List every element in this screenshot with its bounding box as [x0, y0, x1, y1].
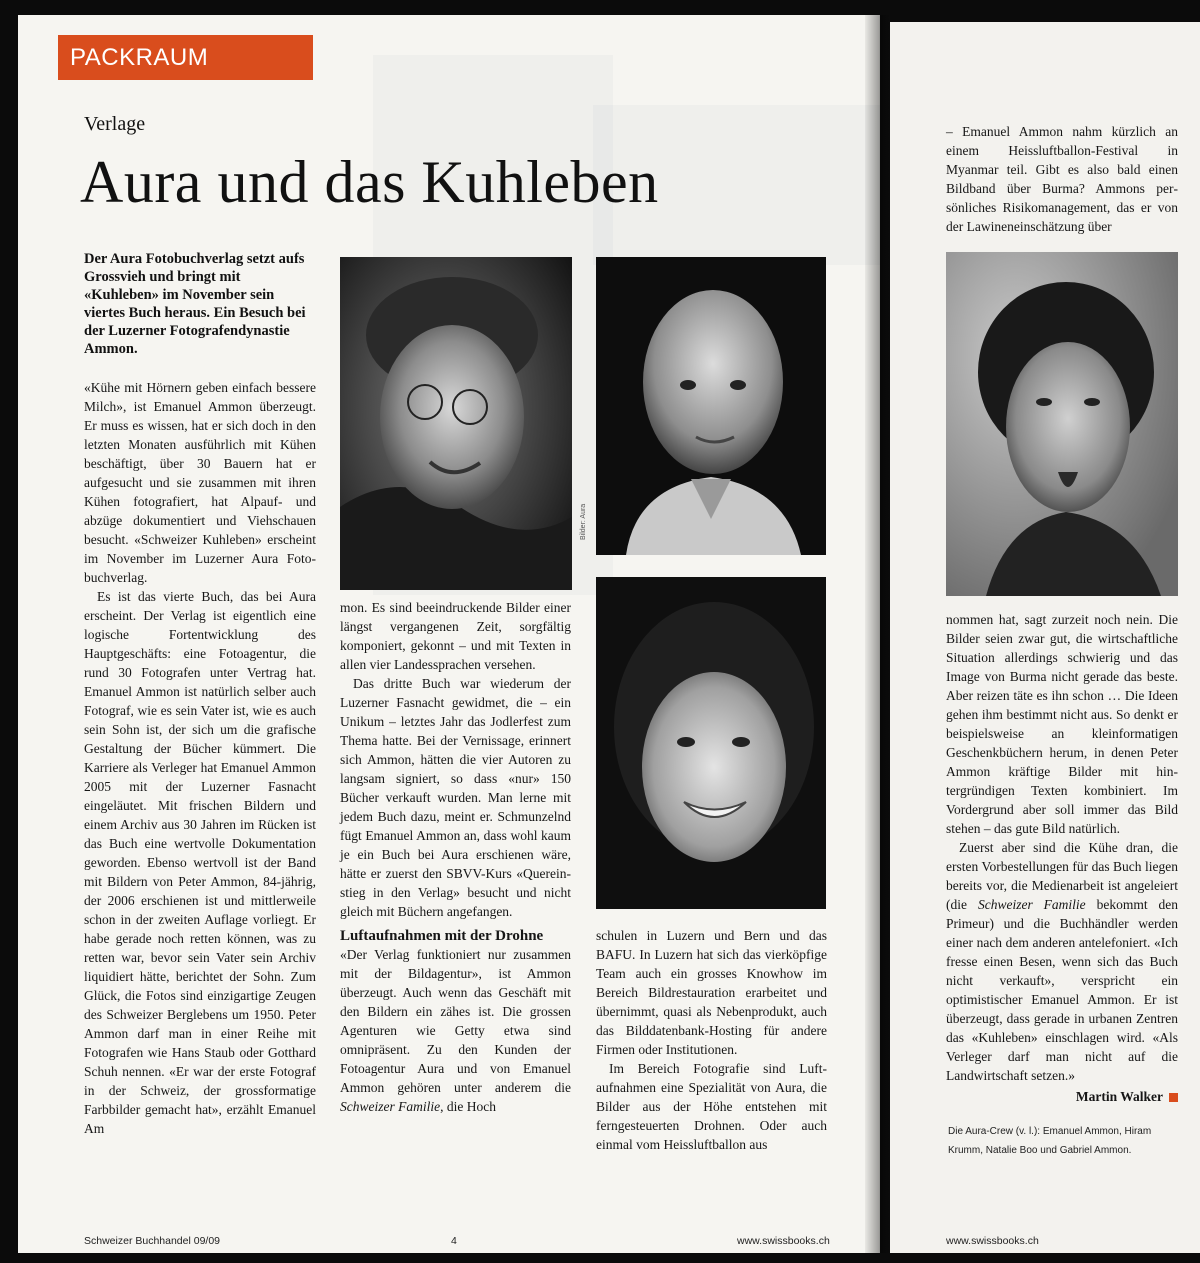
text-run: bekommt den Primeur) und die Buchhändler werden einer nach dem anderen antelefoniert. «Ich fresse einen Besen, wenn sich das Buch nicht verkauft», verspricht ein optimistischer Emanuel Ammon. Er ist überzeugt, dass gerade in urbanen Zentren das «Kuhleben» einschlagen wird. «Als Verleger darf man nicht auf die Landwirtschaft setzen.» [946, 897, 1179, 1083]
paragraph: schulen in Luzern und Bern und das BAFU. In Luzern hat sich das vierköpfige Team auch ein grosses Knowhow im Bereich Bildrestauration erarbeitet und übernimmt, quasi als Nebenprodukt, auch das Bilddatenbank-Hosting für andere Firmen oder Institutionen. [596, 928, 827, 1057]
text-run: , die Hoch [440, 1099, 496, 1114]
paragraph: Das dritte Buch war wiederum der Luzerner Fasnacht gewidmet, die – ein Unikum – letztes Jahr das Jodlerfest zum Thema hatte. Bei der Vernissage, erinnert sich Ammon, hätten die vier Autoren zu langsam signiert, so dass «nur» 150 Bücher verkauft wurden. Man lerne mit jedem Buch dazu, meint er. Schmunzelnd fügt Emanuel Ammon an, dass wohl kaum je ein Buch bei Aura erschienen wäre, hätte er zuerst den SBVV-Kurs «Quereinstieg in den Verlag» besucht und nicht gleich mit Büchern angefangen. [340, 676, 571, 919]
text-run: «Der Verlag funktioniert nur zusammen mit der Bildagentur», ist Ammon überzeugt. Auch wenn das Geschäft mit den Bildern ein zähes ist. Die grossen Agenturen wie Getty etwa sind omnipräsent. Zu den Kunden der Fotoagentur Aura und von Emanuel Ammon gehören unter anderem die [340, 947, 571, 1095]
paragraph [946, 838, 1178, 1085]
column-4 [946, 610, 1178, 1106]
kicker: Verlage [84, 113, 146, 135]
paragraph: nommen hat, sagt zurzeit noch nein. Die Bilder seien zwar gut, die wirtschaftliche Situation allerdings schwierig und das Image von Burma nicht gerade das beste. Aber reizen täte es ihn schon … Die Ideen gehen ihm bestimmt nicht aus. So denkt er beispielsweise an kleinformatigen Geschenkbüchern herum, in denen Peter Ammon kräftige Bilder mit hintergründigen Texten kombiniert. Im Vordergrund aber soll immer das Bild stehen – das gute Bild natürlich. [946, 612, 1178, 836]
headline: Aura und das Kuhleben [80, 149, 659, 215]
section-tag: PACKRAUM [58, 35, 313, 80]
page-gutter [865, 15, 890, 1253]
author-line [946, 1087, 1178, 1106]
footer-publication: Schweizer Buchhandel 09/09 [84, 1235, 221, 1247]
end-mark-square-icon [1169, 1093, 1178, 1102]
italic-text: Schweizer Familie [977, 897, 1086, 912]
photo-gabriel-ammon [946, 252, 1178, 596]
photo-natalie-boo [596, 577, 826, 909]
photo-credit: Bilder: Aura [580, 503, 587, 540]
paragraph: Im Bereich Fotografie sind Luftaufnahmen eine Spezialität von Aura, die Bilder aus der Höhe entstehen mit ferngesteuerten Drohnen. Oder auch einmal vom Heissluftballon aus [596, 1061, 827, 1152]
paragraph: – Emanuel Ammon nahm kürzlich an einem Heissluftballon-Festival in Myanmar teil. Gibt es also bald einen Bildband über Burma? Ammons persönliches Risikomanagement, das er von der Lawineneinschätzung über [946, 124, 1178, 234]
paragraph: mon. Es sind beeindruckende Bilder einer längst vergangenen Zeit, sorgfältig komponiert, gekonnt – und mit Texten in allen vier Landessprachen versehen. [340, 600, 571, 672]
column-1 [84, 378, 316, 1138]
column-2 [340, 598, 571, 1116]
lead-paragraph: Der Aura Fotobuchverlag setzt aufs Grossvieh und bringt mit «Kuhleben» im November sein viertes Buch heraus. Ein Besuch bei der Luzerner Fotografendynastie Ammon. [84, 251, 306, 357]
column-3 [596, 926, 827, 1154]
photo-caption: Die Aura-Crew (v. l.): Emanuel Ammon, Hiram Krumm, Natalie Boo und Gabriel Ammon. [948, 1126, 1152, 1156]
paragraph [340, 945, 571, 1116]
text-run: Zuerst aber sind die Kühe dran, die ersten Vorbestellungen für das Buch liegen bereits vor, die Medienarbeit ist angeleiert (die [946, 840, 1178, 912]
italic-text: Schweizer Familie [340, 1099, 441, 1114]
photo-hiram-krumm [596, 257, 826, 555]
footer-page-number: 4 [451, 1235, 457, 1247]
paragraph: «Kühe mit Hörnern geben einfach bessere Milch», ist Emanuel Ammon überzeugt. Er muss es wissen, hat er sich doch in den letzten Monaten ausführlich mit Kühen beschäftigt, über 30 Bauern hat er aufgesucht und sie zusammen mit ihren Kühen fotografiert, hat Alpauf- und abzüge dokumentiert und Viehschauen besucht. «Schweizer Kuhleben» erscheint im November im Luzerner Aura Fotobuchverlag. [84, 380, 316, 585]
subheading: Luftaufnahmen mit der Drohne [340, 928, 544, 944]
author-name: Martin Walker [1075, 1089, 1163, 1104]
footer-url-right[interactable]: www.swissbooks.ch [946, 1235, 1039, 1247]
column-4-top [946, 122, 1178, 236]
paragraph: Es ist das vierte Buch, das bei Aura erscheint. Der Verlag ist eigentlich eine logische Fortentwicklung des Hauptgeschäfts: eine Fotoagentur, die rund 30 Fotografen unter Vertrag hat. Emanuel Ammon ist natürlich selber auch Fotograf, wie es sein Vater ist, wie es auch sein Sohn ist, der sich um die grafische Gestaltung der Bücher kümmert. Die Karriere als Verleger hat Emanuel Ammon 2005 mit der Luzerner Fasnacht eingeläutet. Mit frischen Bildern und einem Archiv aus 30 Jahren im Rücken ist das Buch eine wertvolle Dokumentation geworden. Ebenso wertvoll ist der Band mit Bildern von Peter Ammon, 84-jährig, der 2006 erschienen ist und mittlerweile schon in der zweiten Auflage vorliegt. Er habe gerade noch retten können, was zu retten war, bevor sein Vater sein Archiv liquidiert hätte, berichtet der Sohn. Zum Glück, die Fotos sind einzigartige Zeugen des Schweizer Berglebens um 1950. Peter Ammon darf man in einer Reihe mit Fotografen wie Hans Staub oder Gotthard Schuh nennen. «Er war der erste Fotograf in der Schweiz, der grossformatige Farbbilder gemacht hat», erzählt Emanuel Am [84, 589, 316, 1136]
photo-emanuel-ammon [340, 257, 572, 590]
footer-url-left[interactable]: www.swissbooks.ch [737, 1235, 830, 1247]
